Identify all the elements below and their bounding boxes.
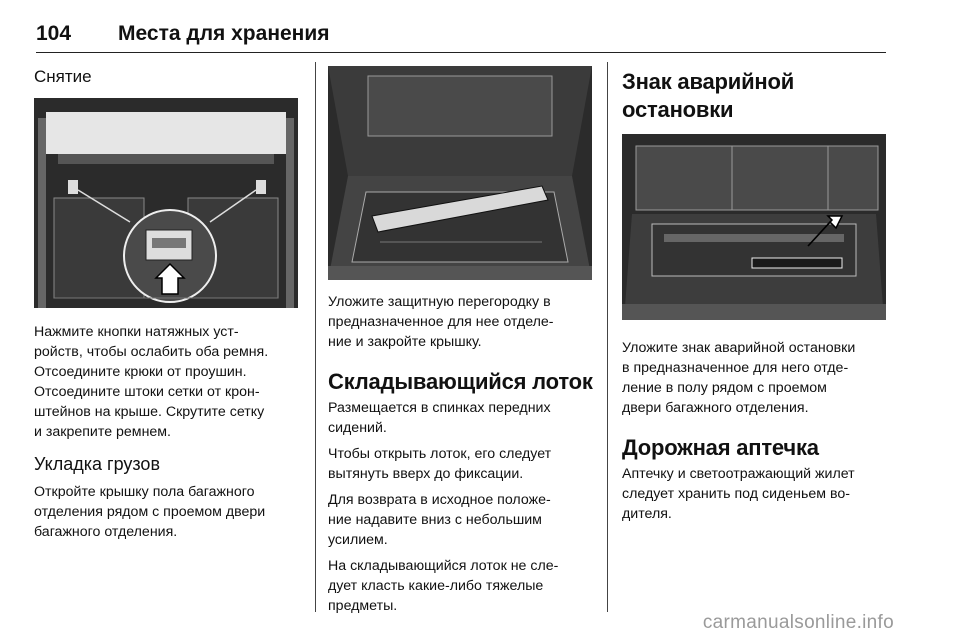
instruction-paragraph: Для возврата в исходное положе- ние надавите вниз с небольшим усилием. — [328, 492, 551, 548]
page-number: 104 — [36, 22, 72, 45]
column-2 — [328, 62, 594, 616]
instruction-paragraph: Нажмите кнопки натяжных уст- ройств, чтобы ослабить оба ремня. Отсоедините крюки от проушин. Отсоедините штоки сетки от крон- штейнов на крыше. Скрутите сетку и закрепите ремнем. — [34, 324, 269, 440]
section-heading-removal: Снятие — [34, 67, 92, 86]
column-divider — [315, 62, 316, 612]
subheading-load-stowing: Укладка грузов — [34, 454, 160, 474]
instruction-paragraph: Уложите знак аварийной остановки в предназначенное для него отде- ление в полу рядом с проемом двери багажного отделения. — [622, 340, 856, 416]
page-header — [36, 22, 886, 52]
instruction-paragraph: Аптечку и светоотражающий жилет следует хранить под сиденьем во- дителя. — [622, 466, 855, 522]
instruction-paragraph: Уложите защитную перегородку в предназначенное для нее отделе- ние и закройте крышку. — [328, 294, 554, 350]
instruction-paragraph: Откройте крышку пола багажного отделения рядом с проемом двери багажного отделения. — [34, 484, 266, 540]
column-1 — [34, 62, 300, 542]
header-rule — [36, 52, 886, 53]
warning-triangle-storage-illustration — [622, 134, 886, 320]
instruction-paragraph: Чтобы открыть лоток, его следует вытянуть вверх до фиксации. — [328, 446, 552, 482]
watermark: carmanualsonline.info — [702, 612, 894, 633]
warning-paragraph: На складывающийся лоток не сле- дует класть какие-либо тяжелые предметы. — [328, 558, 559, 614]
column-3 — [622, 62, 888, 524]
section-heading-first-aid-kit: Дорожная аптечка — [622, 435, 819, 460]
section-heading-folding-tray: Складывающийся лоток — [328, 369, 593, 394]
column-divider — [607, 62, 608, 612]
cargo-compartment-partition-illustration — [328, 66, 592, 280]
running-title: Места для хранения — [118, 22, 330, 45]
cargo-net-removal-illustration — [34, 98, 298, 308]
section-heading-warning-triangle: Знак аварийной остановки — [622, 69, 795, 122]
instruction-paragraph: Размещается в спинках передних сидений. — [328, 400, 551, 436]
